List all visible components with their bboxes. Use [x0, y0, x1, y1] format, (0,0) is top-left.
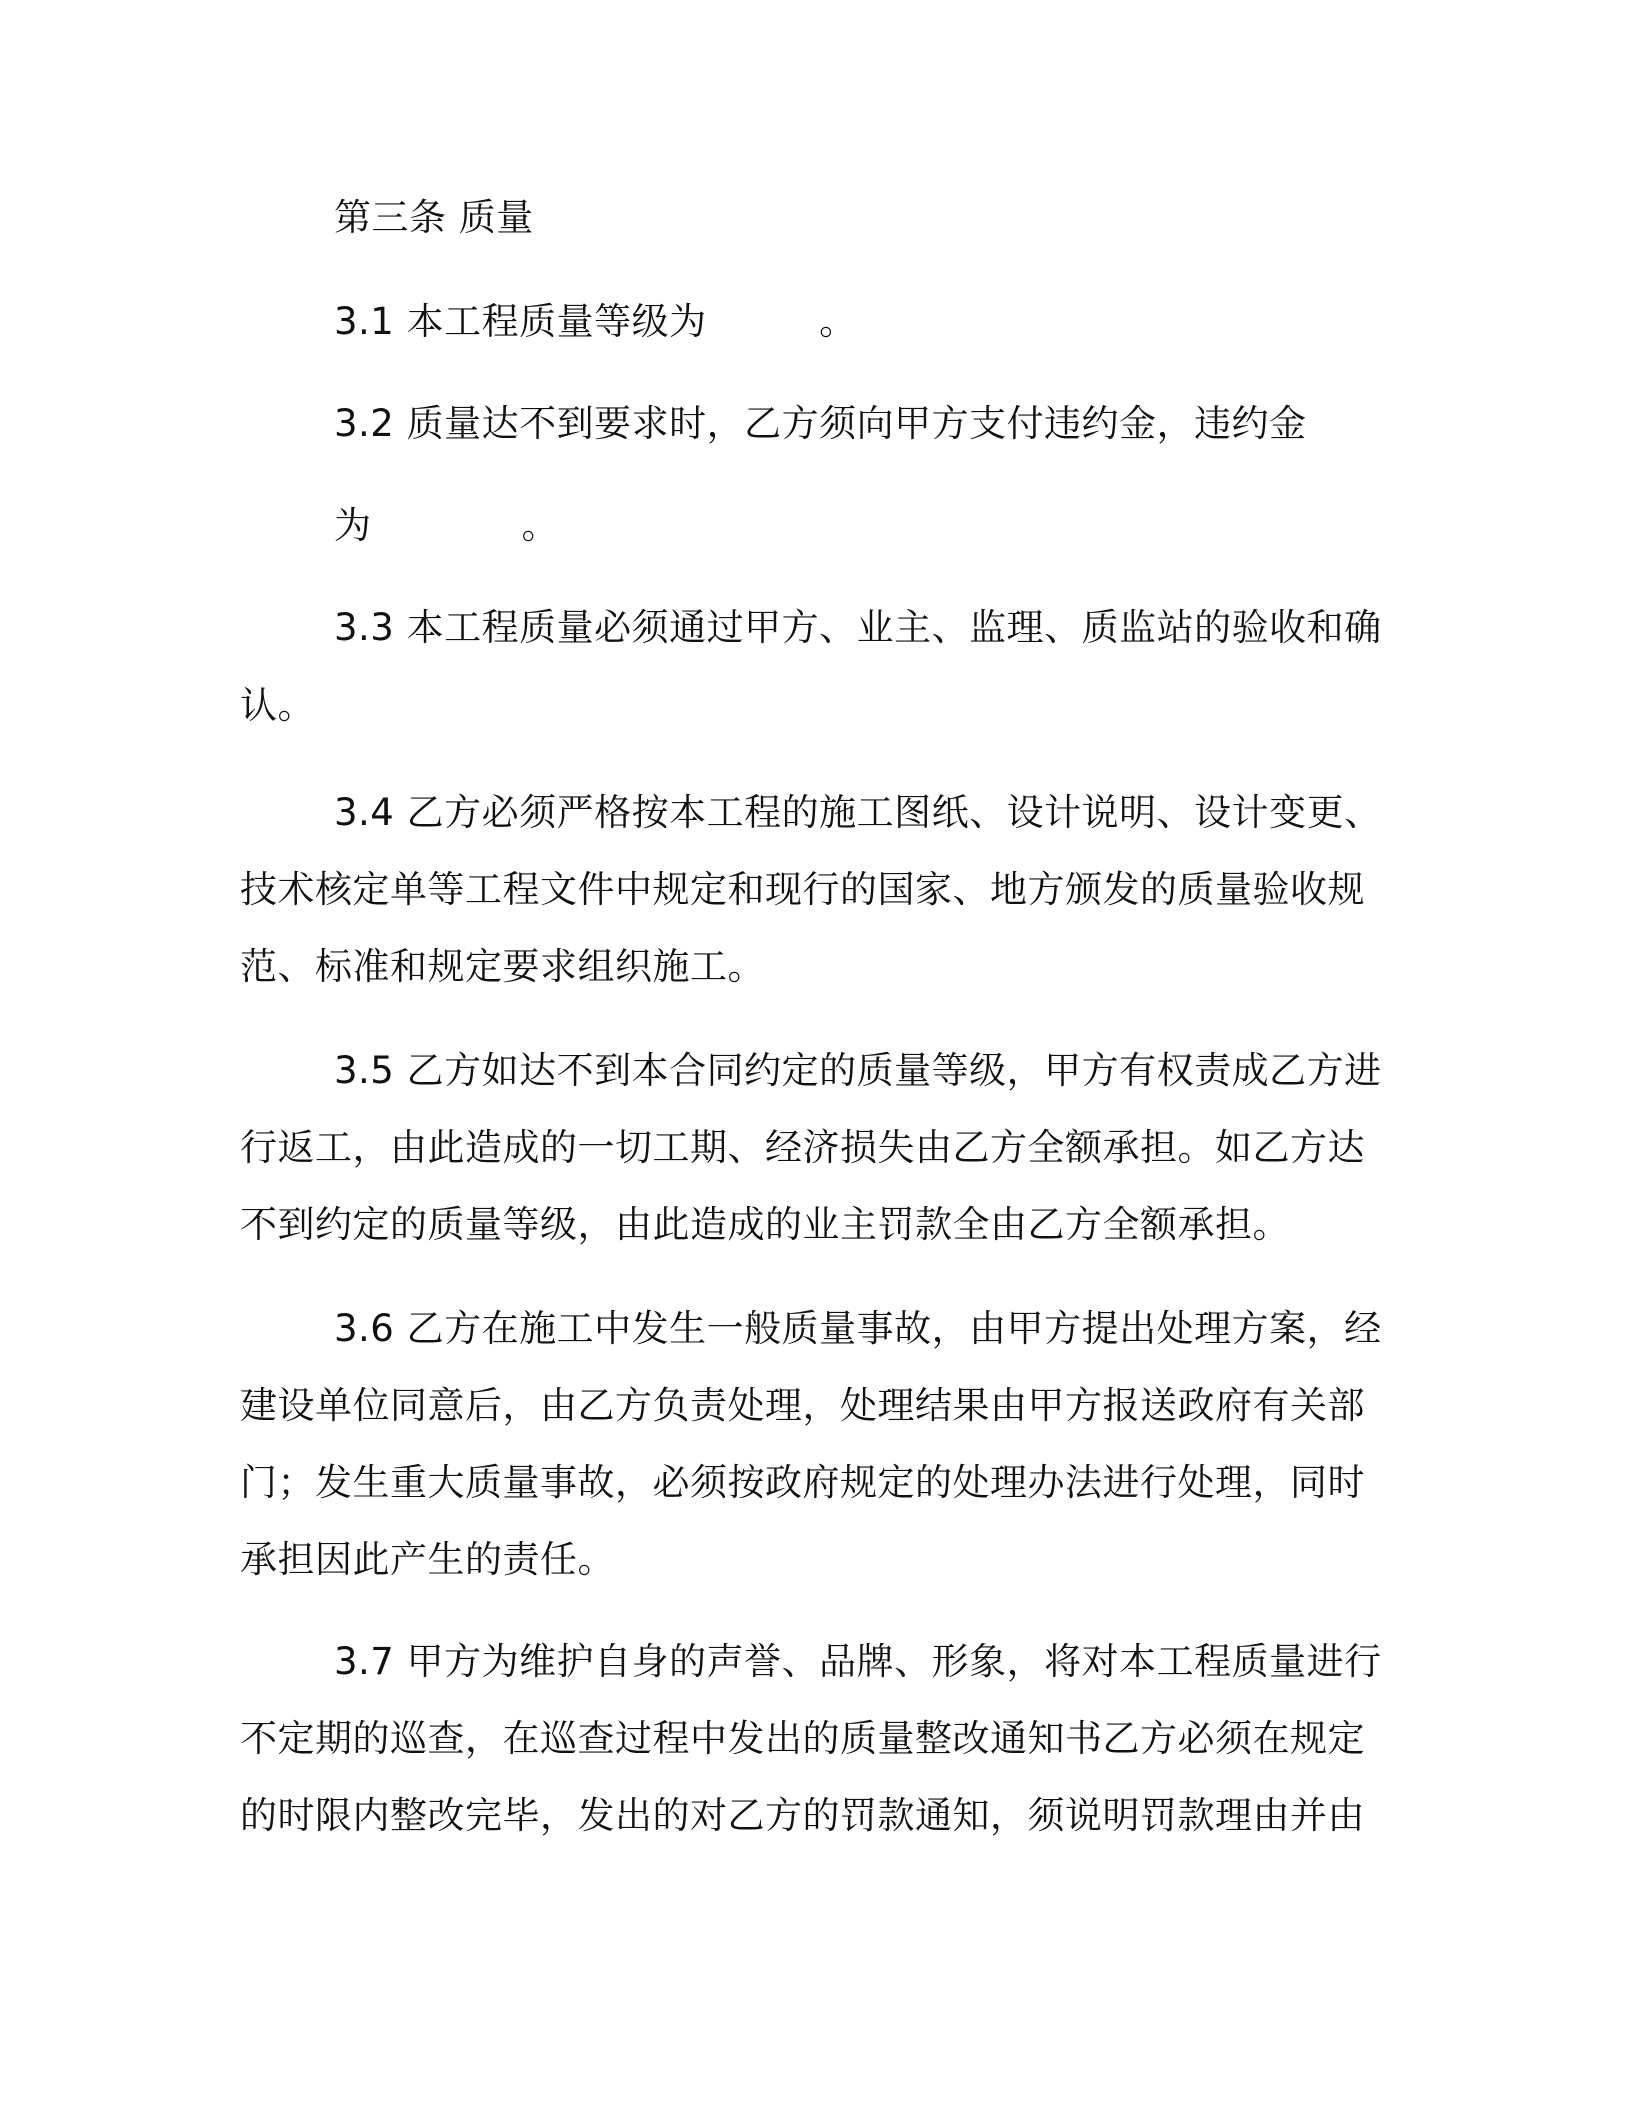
clause-3-6-line-4: 承担因此产生的责任。: [240, 1538, 615, 1581]
section-title: 第三条 质量: [334, 196, 534, 239]
clause-3-6-line-3: 门；发生重大质量事故，必须按政府规定的处理办法进行处理，同时: [240, 1461, 1365, 1504]
clause-3-3-line-1: 3.3 本工程质量必须通过甲方、业主、监理、质监站的验收和确: [334, 606, 1382, 649]
clause-3-5-line-2: 行返工，由此造成的一切工期、经济损失由乙方全额承担。如乙方达: [240, 1126, 1365, 1169]
clause-3-2-line-2: 为 。: [334, 504, 559, 547]
clause-3-6-line-2: 建设单位同意后，由乙方负责处理，处理结果由甲方报送政府有关部: [240, 1384, 1365, 1427]
clause-3-5-line-1: 3.5 乙方如达不到本合同约定的质量等级，甲方有权责成乙方进: [334, 1049, 1382, 1092]
clause-3-2-line-1: 3.2 质量达不到要求时，乙方须向甲方支付违约金，违约金: [334, 402, 1307, 445]
clause-3-4-line-1: 3.4 乙方必须严格按本工程的施工图纸、设计说明、设计变更、: [334, 791, 1382, 834]
clause-3-4-line-3: 范、标准和规定要求组织施工。: [240, 945, 765, 988]
clause-3-7-line-2: 不定期的巡查，在巡查过程中发出的质量整改通知书乙方必须在规定: [240, 1717, 1365, 1760]
clause-3-7-line-1: 3.7 甲方为维护自身的声誉、品牌、形象，将对本工程质量进行: [334, 1640, 1382, 1683]
clause-3-5-line-3: 不到约定的质量等级，由此造成的业主罚款全由乙方全额承担。: [240, 1203, 1290, 1246]
clause-3-3-line-2: 认。: [240, 684, 315, 727]
clause-3-4-line-2: 技术核定单等工程文件中规定和现行的国家、地方颁发的质量验收规: [240, 868, 1365, 911]
clause-3-6-line-1: 3.6 乙方在施工中发生一般质量事故，由甲方提出处理方案，经: [334, 1307, 1382, 1350]
clause-3-1-line-1: 3.1 本工程质量等级为 。: [334, 300, 857, 343]
clause-3-7-line-3: 的时限内整改完毕，发出的对乙方的罚款通知，须说明罚款理由并由: [240, 1794, 1365, 1837]
